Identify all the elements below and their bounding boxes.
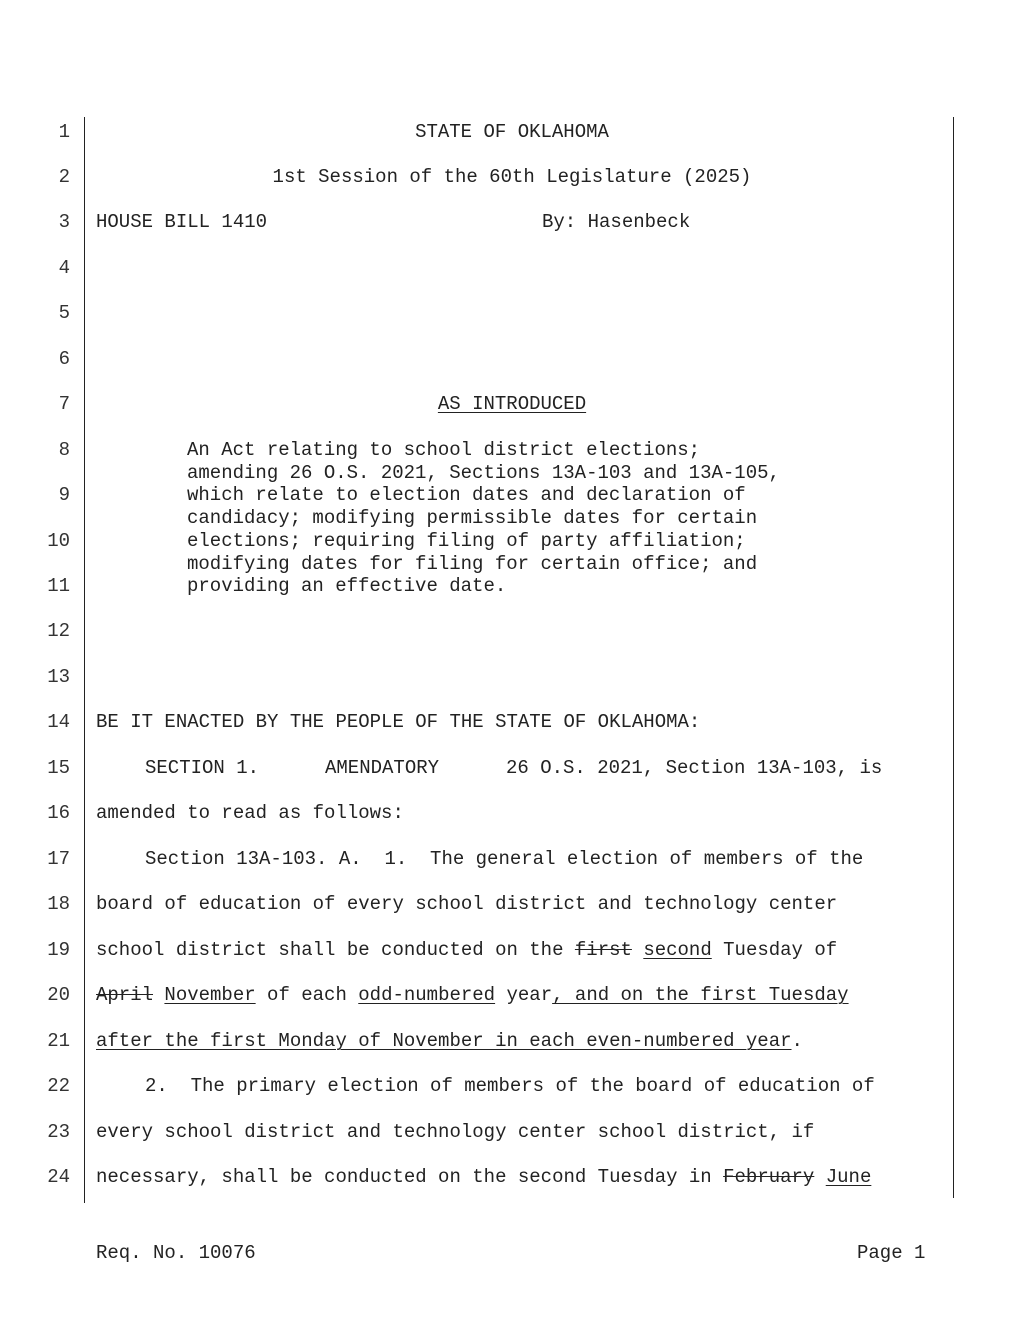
title-line: elections; requiring filing of party affiliation;	[187, 530, 746, 552]
line-number: 20	[47, 984, 70, 1006]
line-number: 6	[58, 348, 70, 370]
body-line-19	[96, 939, 837, 961]
body-line-18: board of education of every school district and technology center	[96, 893, 838, 915]
line-number: 5	[58, 302, 70, 324]
bill-status	[96, 393, 928, 415]
state-heading: STATE OF OKLAHOMA	[415, 121, 609, 143]
text-run: year	[495, 984, 553, 1006]
text-run: .	[791, 1030, 803, 1052]
inserted-text: , and on the first Tuesday	[552, 984, 849, 1006]
text-run: Tuesday of	[711, 939, 838, 961]
inserted-text: after the first Monday of November in each even-numbered year	[96, 1030, 792, 1052]
section-label: SECTION 1.	[145, 757, 260, 779]
struck-text: February	[723, 1166, 815, 1188]
section-citation: 26 O.S. 2021, Section 13A-103, is	[506, 757, 883, 779]
inserted-text: second	[643, 939, 712, 961]
session-heading: 1st Session of the 60th Legislature (2025)	[272, 166, 752, 188]
title-line: candidacy; modifying permissible dates for certain	[187, 507, 758, 529]
line-number: 21	[47, 1030, 70, 1052]
title-line: An Act relating to school district elections;	[187, 439, 701, 461]
line-number: 9	[58, 484, 70, 506]
line-number: 16	[47, 802, 70, 824]
line-number: 2	[58, 166, 70, 188]
body-line-24	[96, 1166, 871, 1188]
line-number: 19	[47, 939, 70, 961]
line-number: 13	[47, 666, 70, 688]
body-line-17: Section 13A-103. A. 1. The general election of members of the	[145, 848, 864, 870]
body-line-23: every school district and technology center school district, if	[96, 1121, 815, 1143]
line-number: 12	[47, 620, 70, 642]
request-number: Req. No. 10076	[96, 1242, 256, 1264]
left-margin-rule	[84, 117, 85, 1203]
line-number: 1	[58, 121, 70, 143]
bill-status-text: AS INTRODUCED	[437, 393, 587, 415]
struck-text: first	[574, 939, 632, 961]
line-number: 24	[47, 1166, 70, 1188]
line-number: 15	[47, 757, 70, 779]
line-number: 23	[47, 1121, 70, 1143]
body-line-20	[96, 984, 849, 1006]
page-number: Page 1	[857, 1242, 926, 1264]
body-line-21	[96, 1030, 803, 1052]
bill-number: HOUSE BILL 1410	[96, 211, 268, 233]
title-line: providing an effective date.	[187, 575, 507, 597]
line-number: 4	[58, 257, 70, 279]
text-run: necessary, shall be conducted on the second Tuesday in	[96, 1166, 724, 1188]
line-number: 8	[58, 439, 70, 461]
right-margin-rule	[953, 117, 954, 1198]
title-line: amending 26 O.S. 2021, Sections 13A-103 and 13A-105,	[187, 462, 780, 484]
line-number: 10	[47, 530, 70, 552]
inserted-text: June	[825, 1166, 872, 1188]
line-number: 3	[58, 211, 70, 233]
line-number: 14	[47, 711, 70, 733]
line-number: 11	[47, 575, 70, 597]
inserted-text: November	[164, 984, 256, 1006]
body-line-22: 2. The primary election of members of the board of education of	[145, 1075, 875, 1097]
section-continuation: amended to read as follows:	[96, 802, 404, 824]
line-number: 17	[47, 848, 70, 870]
line-number: 22	[47, 1075, 70, 1097]
title-line: which relate to election dates and declaration of	[187, 484, 746, 506]
text-run: school district shall be conducted on the	[96, 939, 575, 961]
enacting-clause: BE IT ENACTED BY THE PEOPLE OF THE STATE OF OKLAHOMA:	[96, 711, 701, 733]
text-run: of each	[255, 984, 359, 1006]
section-type: AMENDATORY	[325, 757, 440, 779]
struck-text: April	[96, 984, 154, 1006]
bill-author: By: Hasenbeck	[542, 211, 691, 233]
inserted-text: odd-numbered	[358, 984, 496, 1006]
line-number: 18	[47, 893, 70, 915]
line-number: 7	[58, 393, 70, 415]
title-line: modifying dates for filing for certain office; and	[187, 553, 758, 575]
